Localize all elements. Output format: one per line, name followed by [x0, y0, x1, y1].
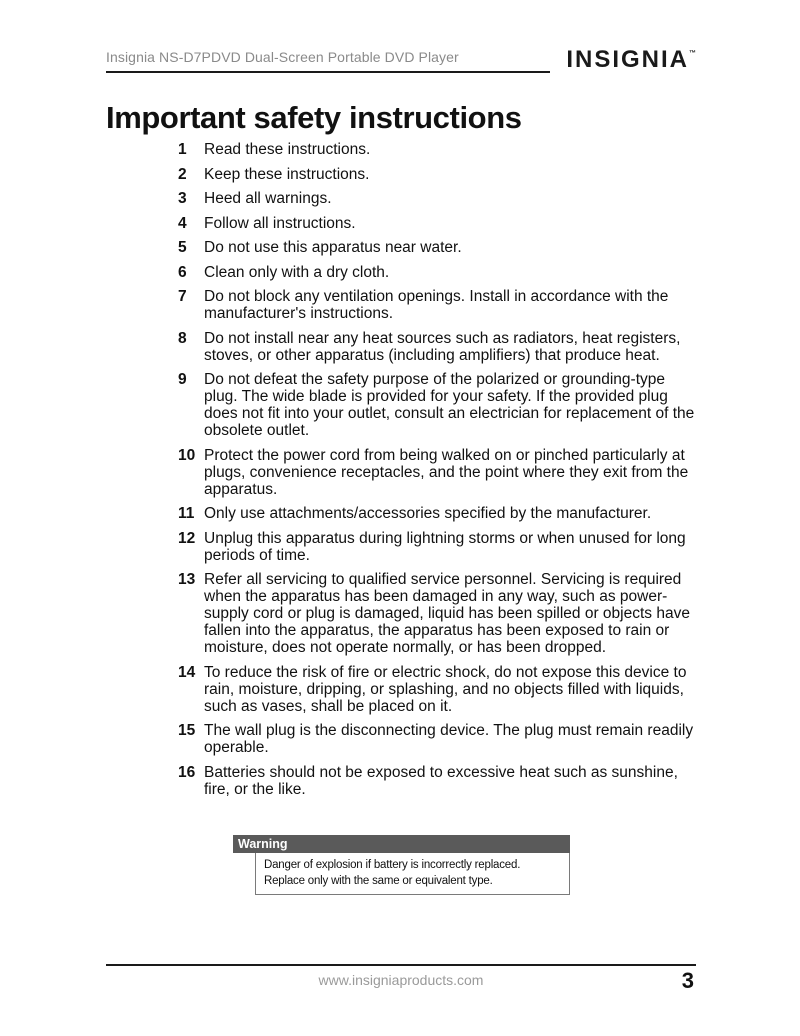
list-item [178, 141, 698, 158]
item-text: Follow all instructions. [204, 214, 356, 232]
footer-url: www.insigniaproducts.com [318, 972, 484, 988]
item-number: 5 [178, 239, 187, 256]
list-item [178, 330, 698, 364]
list-item [178, 722, 698, 756]
list-item [178, 664, 698, 715]
logo-text: INSIGNIA [566, 46, 689, 73]
header-rule [106, 71, 550, 73]
list-item [178, 571, 698, 656]
footer-rule [106, 964, 696, 966]
list-item [178, 371, 698, 439]
item-text: Heed all warnings. [204, 190, 332, 207]
item-number: 9 [178, 371, 187, 388]
list-item [178, 264, 698, 281]
item-text: To reduce the risk of fire or electric shock, do not expose this device to rain, moisture, dripping, or splashing, and no objects filled with liquids, such as vases, shall be placed on it. [204, 663, 687, 715]
item-text: Do not use this apparatus near water. [204, 239, 462, 256]
item-text: Only use attachments/accessories specified by the manufacturer. [204, 505, 652, 522]
warning-text: Danger of explosion if battery is incorrectly replaced. Replace only with the same or equivalent type. [255, 853, 570, 895]
item-text: The wall plug is the disconnecting device. The plug must remain readily operable. [204, 722, 694, 756]
item-number: 12 [178, 529, 196, 547]
item-number: 10 [178, 446, 196, 464]
item-number: 11 [178, 505, 195, 522]
item-number: 15 [178, 722, 196, 739]
item-number: 2 [178, 165, 187, 183]
item-number: 6 [178, 263, 187, 281]
item-text: Keep these instructions. [204, 165, 370, 183]
item-number: 4 [178, 214, 187, 232]
item-number: 3 [178, 190, 187, 207]
page-footer [106, 964, 696, 1004]
list-item [178, 166, 698, 183]
safety-instructions-list [178, 141, 698, 805]
item-text: Do not defeat the safety purpose of the polarized or grounding-type plug. The wide blade is provided for your safety. If the provided plug does not fit into your outlet, consult an electrician for replacement of the obsolete outlet. [204, 371, 695, 439]
warning-label: Warning [233, 835, 570, 853]
trademark-symbol: ™ [689, 50, 696, 57]
item-number: 16 [178, 763, 196, 781]
list-item [178, 288, 698, 322]
insignia-logo [566, 46, 696, 74]
page-title: Important safety instructions [106, 100, 522, 135]
warning-box [233, 835, 570, 895]
list-item [178, 530, 698, 564]
list-item [178, 447, 698, 498]
list-item [178, 764, 698, 798]
list-item [178, 505, 698, 522]
page-number: 3 [681, 968, 694, 993]
item-text: Clean only with a dry cloth. [204, 263, 390, 281]
item-number: 1 [178, 141, 187, 158]
item-text: Do not block any ventilation openings. Install in accordance with the manufacturer's instructions. [204, 288, 669, 322]
item-text: Refer all servicing to qualified service personnel. Servicing is required when the apparatus has been damaged in any way, such as power-supply cord or plug is damaged, liquid has been spilled or objects have fallen into the apparatus, the apparatus has been exposed to rain or moisture, does not operate normally, or has been dropped. [204, 571, 690, 656]
item-text: Unplug this apparatus during lightning storms or when unused for long periods of time. [204, 529, 686, 564]
item-text: Protect the power cord from being walked on or pinched particularly at plugs, convenience receptacles, and the point where they exit from the apparatus. [204, 446, 689, 498]
page-header [106, 46, 698, 76]
item-number: 8 [178, 329, 187, 347]
item-number: 13 [178, 571, 196, 588]
item-text: Do not install near any heat sources such as radiators, heat registers, stoves, or other apparatus (including amplifiers) that produce heat. [204, 329, 681, 364]
item-number: 14 [178, 663, 196, 681]
list-item [178, 215, 698, 232]
document-title: Insignia NS-D7PDVD Dual-Screen Portable DVD Player [106, 49, 459, 65]
item-text: Read these instructions. [204, 141, 371, 158]
item-number: 7 [178, 288, 187, 305]
item-text: Batteries should not be exposed to excessive heat such as sunshine, fire, or the like. [204, 763, 678, 798]
list-item [178, 239, 698, 256]
list-item [178, 190, 698, 207]
